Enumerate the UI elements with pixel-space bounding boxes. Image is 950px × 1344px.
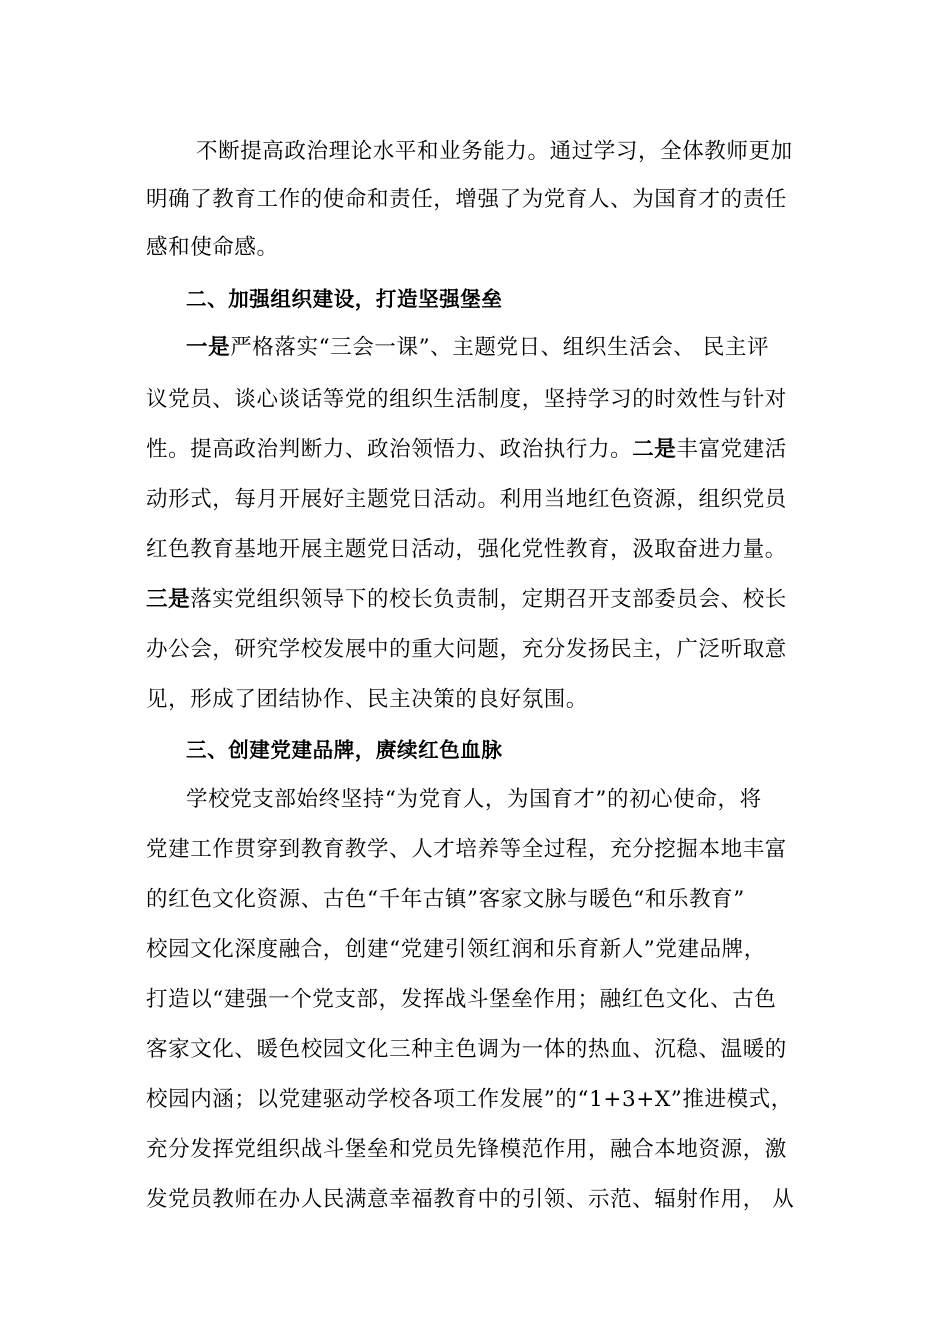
paragraph-line: 客家文化、暖色校园文化三种主色调为一体的热血、沉稳、温暖的 [146,1037,787,1062]
paragraph-line: 明确了教育工作的使命和责任，增强了为党育人、为国育才的责任 [146,187,787,212]
paragraph-line [146,435,810,465]
emphasis-lead: 三是 [146,587,191,612]
paragraph-line: 红色教育基地开展主题党日活动，强化党性教育，汲取奋进力量。 [146,537,787,562]
line-text: 严格落实“三会一课”、主题党日、组织生活会、 民主评 [230,335,770,360]
line-text: 落实党组织领导下的校长负责制，定期召开支部委员会、校长 [190,587,787,612]
section-heading-3: 三、创建党建品牌，赓续红色血脉 [186,738,503,762]
paragraph-line: 发党员教师在办人民满意幸福教育中的引领、示范、辐射作用， 从 [146,1187,795,1212]
paragraph-line: 动形式，每月开展好主题党日活动。利用当地红色资源，组织党员 [146,487,787,512]
emphasis-lead: 二是 [632,437,677,462]
paragraph-line: 打造以“建强一个党支部，发挥战斗堡垒作用；融红色文化、古色 [146,987,777,1012]
paragraph-line [146,585,810,615]
paragraph-line: 议党员、谈心谈话等党的组织生活制度，坚持学习的时效性与针对 [146,387,787,412]
paragraph-line: 校园文化深度融合，创建“党建引领红润和乐育新人”党建品牌， [146,937,766,962]
paragraph-line: 党建工作贯穿到教育教学、人才培养等全过程，充分挖掘本地丰富 [146,837,787,862]
paragraph-line: 校园内涵；以党建驱动学校各项工作发展”的“1+3+X”推进模式， [146,1087,793,1112]
paragraph-line: 感和使命感。 [146,235,279,260]
paragraph-line [186,333,810,363]
paragraph-line: 见，形成了团结协作、民主决策的良好氛围。 [146,687,589,712]
line-text: 性。提高政治判断力、政治领悟力、政治执行力。 [146,437,633,462]
paragraph-line: 办公会，研究学校发展中的重大问题，充分发扬民主，广泛听取意 [146,637,787,662]
line-text: 丰富党建活 [676,437,787,462]
section-heading-2: 二、加强组织建设，打造坚强堡垒 [186,287,503,311]
paragraph-line: 不断提高政治理论水平和业务能力。通过学习，全体教师更加 [196,139,793,164]
paragraph-line: 充分发挥党组织战斗堡垒和党员先锋模范作用，融合本地资源，激 [146,1137,787,1162]
paragraph-line: 学校党支部始终坚持“为党育人，为国育才”的初心使命，将 [186,787,762,812]
paragraph-line: 的红色文化资源、古色“千年古镇”客家文脉与暖色“和乐教育” [146,887,745,912]
emphasis-lead: 一是 [186,335,231,360]
